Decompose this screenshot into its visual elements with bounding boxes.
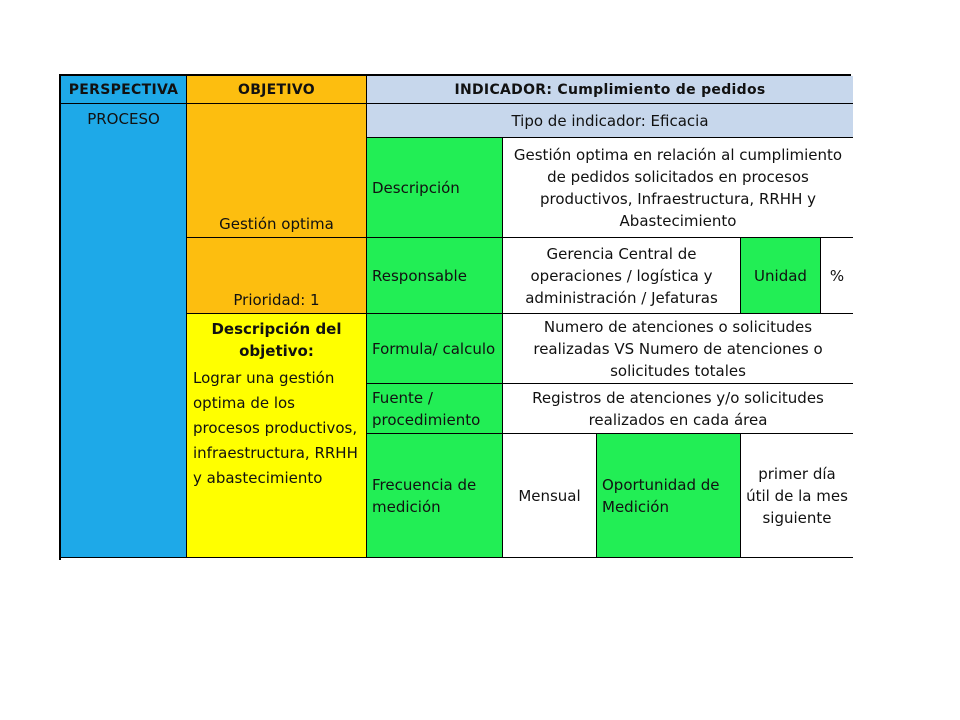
perspectiva-value: PROCESO bbox=[87, 110, 160, 128]
header-perspectiva: PERSPECTIVA bbox=[61, 76, 187, 104]
oportunidad-value: primer día útil de la mes siguiente bbox=[741, 434, 853, 558]
responsable-label: Responsable bbox=[367, 238, 503, 314]
fuente-value: Registros de atenciones y/o solicitudes realizados en cada área bbox=[503, 384, 853, 434]
header-indicador: INDICADOR: Cumplimiento de pedidos bbox=[367, 76, 853, 104]
objetivo-nombre-cell bbox=[187, 104, 367, 238]
descripcion-objetivo-texto: Lograr una gestión optima de los procesos productivos, infraestructura, RRHH y abastecimiento bbox=[193, 369, 358, 487]
descripcion-objetivo-cell bbox=[187, 314, 367, 558]
oportunidad-label: Oportunidad de Medición bbox=[597, 434, 741, 558]
indicator-sheet bbox=[59, 74, 851, 560]
objetivo-nombre: Gestión optima bbox=[219, 215, 334, 233]
descripcion-label: Descripción bbox=[367, 138, 503, 238]
descripcion-value: Gestión optima en relación al cumplimiento de pedidos solicitados en procesos productivos, Infraestructura, RRHH y Abastecimiento bbox=[503, 138, 853, 238]
unidad-label: Unidad bbox=[741, 238, 821, 314]
prioridad: Prioridad: 1 bbox=[233, 291, 320, 309]
formula-value: Numero de atenciones o solicitudes realizadas VS Numero de atenciones o solicitudes totales bbox=[503, 314, 853, 384]
tipo-indicador: Tipo de indicador: Eficacia bbox=[367, 104, 853, 138]
frecuencia-group bbox=[503, 434, 853, 558]
fuente-label: Fuente / procedimiento bbox=[367, 384, 503, 434]
frecuencia-label: Frecuencia de medición bbox=[367, 434, 503, 558]
perspectiva-cell bbox=[61, 104, 187, 558]
descripcion-objetivo-titulo: Descripción del objetivo: bbox=[211, 320, 342, 360]
formula-label: Formula/ calculo bbox=[367, 314, 503, 384]
unidad-value: % bbox=[821, 238, 853, 314]
header-objetivo: OBJETIVO bbox=[187, 76, 367, 104]
prioridad-cell bbox=[187, 238, 367, 314]
frecuencia-value: Mensual bbox=[503, 434, 597, 558]
responsable-value: Gerencia Central de operaciones / logística y administración / Jefaturas bbox=[503, 238, 741, 314]
